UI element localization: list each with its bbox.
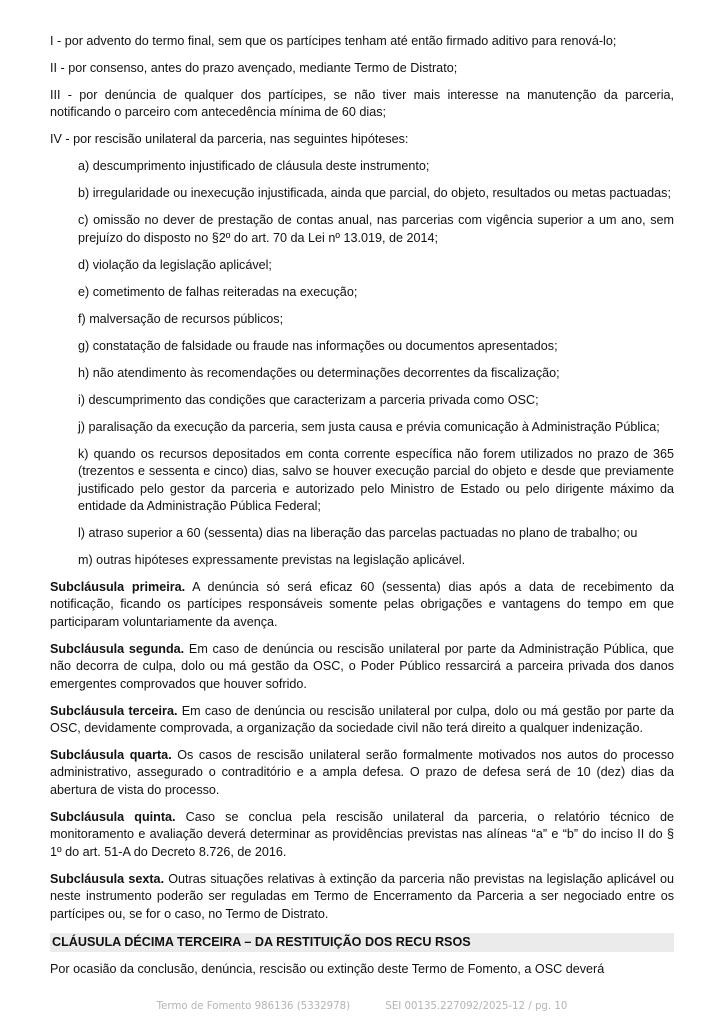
termination-clauses: [50, 33, 674, 149]
list-item: j) paralisação da execução da parceria, sem justa causa e prévia comunicação à Administração Pública;: [78, 419, 660, 434]
list-item: l) atraso superior a 60 (sessenta) dias na liberação das parcelas pactuadas no plano de trabalho; ou: [78, 526, 638, 541]
clause-heading: CLÁUSULA DÉCIMA TERCEIRA – DA RESTITUIÇÃO DOS RECU RSOS: [50, 933, 674, 952]
subclause-paragraph: [50, 641, 674, 693]
page-footer: [0, 998, 724, 1015]
subclause-label: Subcláusula quinta.: [50, 809, 176, 824]
footer-process-page: SEI 00135.227092/2025-12 / pg. 10: [385, 1001, 568, 1012]
list-item: a) descumprimento injustificado de cláusula deste instrumento;: [78, 159, 430, 174]
list-item: k) quando os recursos depositados em conta corrente específica não forem utilizados no prazo de 365 (trezentos e sessenta e cinco) dias, salvo se houver execução parcial do objeto e desde que previamente justificado pelo gestor da parceria e autorizado pelo Ministro de Estado ou pelo dirigente máximo da entidade da Administração Pública Federal;: [78, 446, 674, 514]
subclause-label: Subcláusula terceira.: [50, 703, 178, 718]
clause-item: III - por denúncia de qualquer dos partícipes, se não tiver mais interesse na manutenção da parceria, notificando o parceiro com antecedência mínima de 60 dias;: [50, 88, 674, 120]
subclause-text: Em caso de denúncia ou rescisão unilateral por culpa, dolo ou má gestão por parte da OSC, devidamente comprovada, a organização da sociedade civil não terá direito a qualquer indenização.: [50, 703, 674, 736]
subclause-paragraph: [50, 871, 674, 923]
list-item: d) violação da legislação aplicável;: [78, 257, 272, 272]
clause-item: II - por consenso, antes do prazo avençado, mediante Termo de Distrato;: [50, 61, 458, 75]
subclause-paragraph: [50, 703, 674, 738]
subclause-text: Em caso de denúncia ou rescisão unilateral por parte da Administração Pública, que não decorra de culpa, dolo ou má gestão da OSC, o Poder Público ressarcirá a parceira privada dos danos emergentes comprovados que houver sofrido.: [50, 641, 675, 691]
subclause-label: Subcláusula primeira.: [50, 580, 186, 595]
clause-item: I - por advento do termo final, sem que os partícipes tenham até então firmado aditivo para renová-lo;: [50, 34, 617, 48]
subclause-label: Subcláusula sexta.: [50, 871, 165, 886]
rescission-hypotheses-list: [50, 158, 674, 569]
list-item: i) descumprimento das condições que caracterizam a parceria privada como OSC;: [78, 392, 539, 407]
subclause-label: Subcláusula quarta.: [50, 748, 172, 763]
subclause-text: Outras situações relativas à extinção da parceria não previstas na legislação aplicável ou neste instrumento poderão ser reguladas em Termo de Encerramento da Parceria a ser negociado entre os partícipes ou, se for o caso, no Termo de Distrato.: [50, 871, 674, 921]
subclause-label: Subcláusula segunda.: [50, 641, 185, 656]
subclause-paragraph: [50, 579, 674, 631]
list-item: e) cometimento de falhas reiteradas na execução;: [78, 284, 358, 299]
footer-document-id: Termo de Fomento 986136 (5332978): [156, 1001, 351, 1012]
clause-item: IV - por rescisão unilateral da parceria, nas seguintes hipóteses:: [50, 132, 409, 147]
subclause-paragraph: [50, 809, 674, 861]
list-item: m) outras hipóteses expressamente previstas na legislação aplicável.: [78, 553, 466, 568]
list-item: f) malversação de recursos públicos;: [78, 311, 284, 326]
subclauses: [50, 579, 674, 923]
subclause-text: Os casos de rescisão unilateral serão formalmente motivados nos autos do processo administrativo, assegurado o contraditório e a ampla defesa. O prazo de defesa será de 10 (dez) dias da abertura de vista do processo.: [50, 748, 675, 797]
list-item: c) omissão no dever de prestação de contas anual, nas parcerias com vigência superior a um ano, sem prejuízo do disposto no §2º do art. 70 da Lei nº 13.019, de 2014;: [78, 213, 674, 245]
subclause-text: Caso se conclua pela rescisão unilateral da parceria, o relatório técnico de monitoramento e avaliação deverá determinar as providências previstas nas alíneas “a” e “b” do inciso II do § 1º do art. 51-A do Decreto 8.726, de 2016.: [50, 809, 675, 859]
final-paragraph: Por ocasião da conclusão, denúncia, rescisão ou extinção deste Termo de Fomento, a OSC deverá: [50, 962, 605, 977]
list-item: h) não atendimento às recomendações ou determinações decorrentes da fiscalização;: [78, 365, 560, 380]
subclause-paragraph: [50, 747, 674, 799]
list-item: b) irregularidade ou inexecução injustificada, ainda que parcial, do objeto, resultados ou metas pactuadas;: [78, 186, 671, 201]
subclause-text: A denúncia só será eficaz 60 (sessenta) dias após a data de recebimento da notificação, ficando os partícipes responsáveis somente pelas obrigações e vantagens do tempo em que participaram voluntariamente da avença.: [50, 580, 674, 629]
list-item: g) constatação de falsidade ou fraude nas informações ou documentos apresentados;: [78, 338, 558, 353]
